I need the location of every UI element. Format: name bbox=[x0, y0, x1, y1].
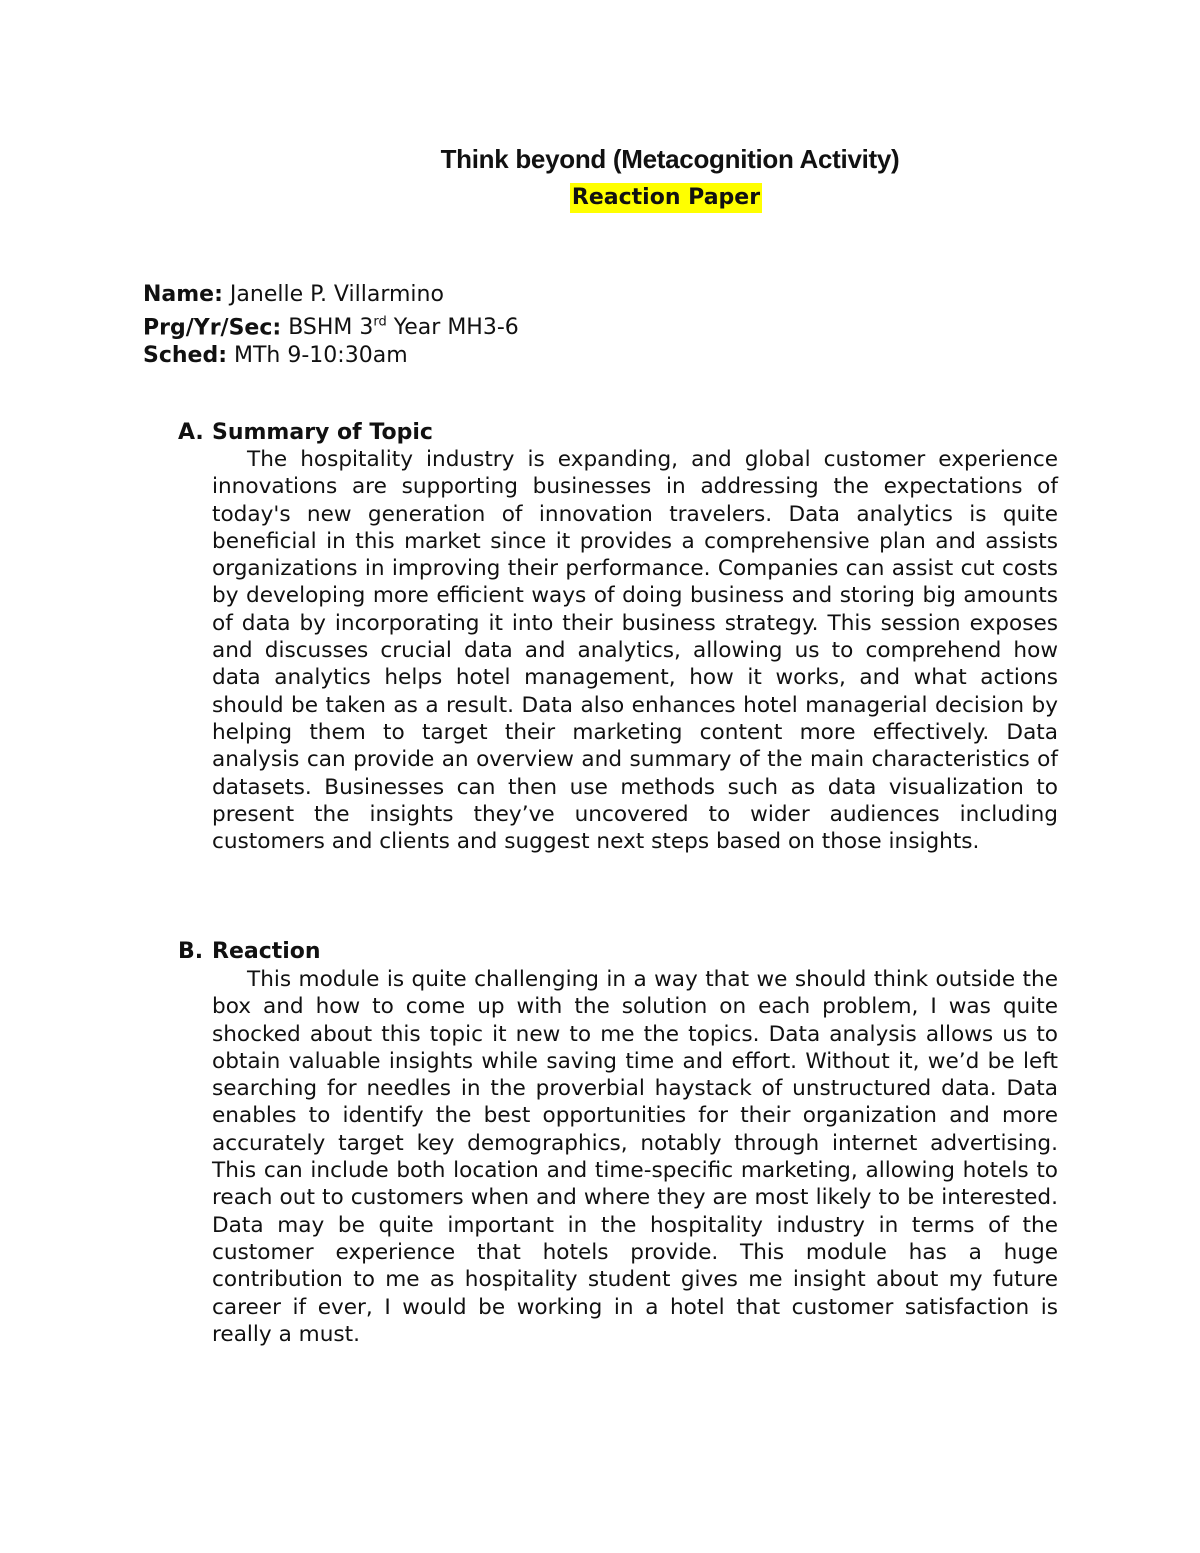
document-subtitle-highlighted: Reaction Paper bbox=[570, 183, 762, 213]
section-a-heading bbox=[178, 419, 433, 446]
program-value-superscript: rd bbox=[373, 315, 387, 330]
section-b-body: This module is quite challenging in a way that we should think outside the box and how to come up with the solution on each problem, I was quite shocked about this topic it new to me the topics. Data analysis allows us to obtain valuable insights while saving time and effort. Without it, we’d be left searching for needles in the proverbial haystack of unstructured data. Data enables to identify the best opportunities for their organization and more accurately target key demographics, notably through internet advertising. This can include both location and time-specific marketing, allowing hotels to reach out to customers when and where they are most likely to be interested. Data may be quite important in the hospitality industry in terms of the customer experience that hotels provide. This module has a huge contribution to me as hospitality student gives me insight about my future career if ever, I would be working in a hotel that customer satisfaction is really a must. bbox=[212, 967, 1058, 1347]
schedule-value: MTh 9-10:30am bbox=[234, 343, 408, 369]
name-value: Janelle P. Villarmino bbox=[229, 282, 444, 307]
section-b-heading bbox=[178, 938, 321, 965]
program-value-rest: Year MH3-6 bbox=[386, 315, 519, 341]
name-row bbox=[143, 281, 519, 309]
subtitle-wrapper bbox=[0, 183, 1200, 213]
program-row bbox=[143, 309, 519, 342]
program-label: Prg/Yr/Sec: bbox=[143, 315, 282, 341]
schedule-label: Sched: bbox=[143, 343, 228, 369]
section-a-body: The hospitality industry is expanding, and global customer experience innovations are supporting businesses in addressing the expectations of today's new generation of innovation travelers. Data analytics is quite beneficial in this market since it provides a comprehensive plan and assists organizations in improving their performance. Companies can assist cut costs by developing more efficient ways of doing business and storing big amounts of data by incorporating it into their business strategy. This session exposes and discusses crucial data and analytics, allowing us to comprehend how data analytics helps hotel management, how it works, and what actions should be taken as a result. Data also enhances hotel managerial decision by helping them to target their marketing content more effectively. Data analysis can provide an overview and summary of the main characteristics of datasets. Businesses can then use methods such as data visualization to present the insights they’ve uncovered to wider audiences including customers and clients and suggest next steps based on those insights. bbox=[212, 447, 1058, 855]
section-a-letter: A. bbox=[178, 420, 204, 445]
section-a-title: Summary of Topic bbox=[212, 420, 433, 445]
name-label: Name: bbox=[143, 282, 223, 307]
program-value-main: BSHM 3 bbox=[288, 315, 374, 341]
section-b-title: Reaction bbox=[212, 939, 321, 964]
program-value bbox=[288, 315, 519, 340]
section-b-letter: B. bbox=[178, 939, 204, 964]
student-info bbox=[143, 281, 519, 370]
schedule-row bbox=[143, 342, 519, 370]
document-title: Think beyond (Metacognition Activity) bbox=[440, 144, 900, 174]
